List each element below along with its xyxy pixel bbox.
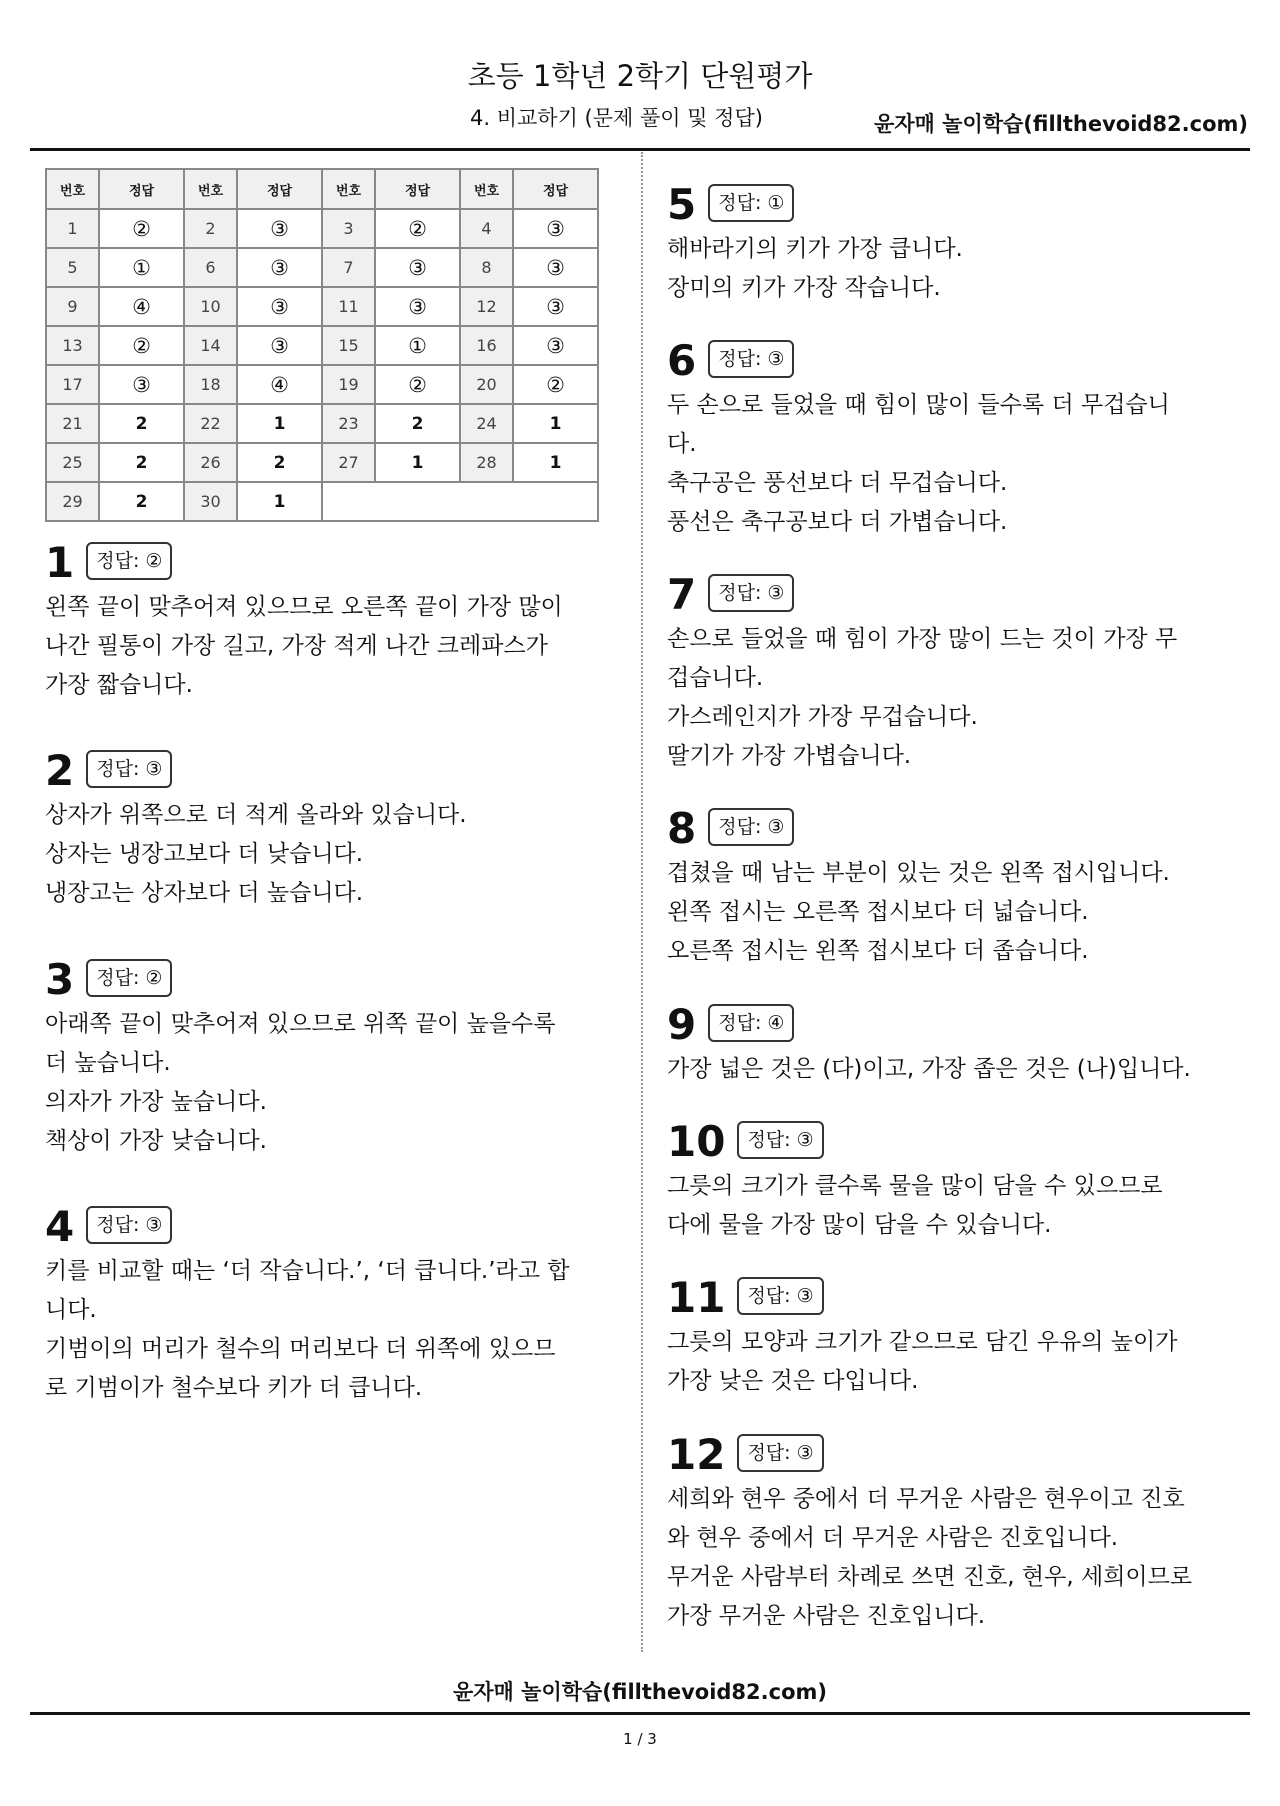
explanation-line: 손으로 들었을 때 힘이 가장 많이 드는 것이 가장 무 bbox=[667, 626, 1178, 652]
question-number-cell: 29 bbox=[46, 482, 99, 521]
explanation-line: 냉장고는 상자보다 더 높습니다. bbox=[45, 880, 364, 906]
explanation-line: 그릇의 모양과 크기가 같으므로 담긴 우유의 높이가 bbox=[667, 1329, 1178, 1355]
question-number-cell: 18 bbox=[184, 365, 237, 404]
empty-cell bbox=[322, 482, 598, 521]
question-number: 7 bbox=[667, 570, 697, 619]
page-title: 초등 1학년 2학기 단원평가 bbox=[467, 59, 813, 93]
page-number: 1 / 3 bbox=[623, 1730, 657, 1748]
header-cell: 정답 bbox=[513, 169, 598, 209]
table-row bbox=[46, 365, 598, 404]
header-cell: 정답 bbox=[375, 169, 460, 209]
answer-badge: 정답: ③ bbox=[737, 1121, 823, 1159]
question-number: 10 bbox=[667, 1117, 726, 1166]
question-header bbox=[667, 1428, 1192, 1479]
answer-cell: 2 bbox=[99, 482, 184, 521]
question-number-cell: 16 bbox=[460, 326, 513, 365]
explanation-line: 의자가 가장 높습니다. bbox=[45, 1089, 267, 1115]
answer-badge: 정답: ③ bbox=[708, 808, 794, 846]
answer-cell: ③ bbox=[513, 287, 598, 326]
question-number-cell: 12 bbox=[460, 287, 513, 326]
answer-cell: ③ bbox=[513, 326, 598, 365]
header-cell: 번호 bbox=[460, 169, 513, 209]
question-8 bbox=[667, 802, 1170, 971]
explanation-line: 가장 무거운 사람은 진호입니다. bbox=[667, 1603, 986, 1629]
answer-cell: ④ bbox=[99, 287, 184, 326]
explanation bbox=[667, 1480, 1192, 1636]
question-number-cell: 9 bbox=[46, 287, 99, 326]
question-number-cell: 8 bbox=[460, 248, 513, 287]
explanation-line: 니다. bbox=[45, 1297, 97, 1323]
explanation-line: 해바라기의 키가 가장 큽니다. bbox=[667, 236, 963, 262]
explanation-line: 겁습니다. bbox=[667, 665, 764, 691]
question-number-cell: 6 bbox=[184, 248, 237, 287]
question-4 bbox=[45, 1200, 570, 1408]
answer-cell: ② bbox=[375, 365, 460, 404]
explanation bbox=[667, 620, 1177, 776]
question-7 bbox=[667, 568, 1177, 776]
answer-cell: 1 bbox=[237, 404, 322, 443]
table-row bbox=[46, 326, 598, 365]
answer-cell: ② bbox=[375, 209, 460, 248]
explanation-line: 두 손으로 들었을 때 힘이 많이 들수록 더 무겁습니 bbox=[667, 392, 1170, 418]
question-header bbox=[45, 953, 555, 1004]
question-number-cell: 22 bbox=[184, 404, 237, 443]
explanation bbox=[45, 1252, 570, 1408]
answer-cell: ④ bbox=[237, 365, 322, 404]
answer-cell: ① bbox=[375, 326, 460, 365]
question-number-cell: 1 bbox=[46, 209, 99, 248]
answer-badge: 정답: ③ bbox=[86, 750, 172, 788]
answer-cell: ② bbox=[513, 365, 598, 404]
answer-cell: ② bbox=[99, 326, 184, 365]
brand-footer: 윤자매 놀이학습(fillthevoid82.com) bbox=[452, 1680, 827, 1704]
answer-cell: ③ bbox=[99, 365, 184, 404]
explanation-line: 다에 물을 가장 많이 담을 수 있습니다. bbox=[667, 1212, 1052, 1238]
explanation bbox=[667, 230, 963, 308]
question-3 bbox=[45, 953, 555, 1161]
table-row bbox=[46, 287, 598, 326]
answer-cell: ③ bbox=[237, 248, 322, 287]
explanation-line: 상자는 냉장고보다 더 낮습니다. bbox=[45, 841, 364, 867]
brand-header: 윤자매 놀이학습(fillthevoid82.com) bbox=[873, 112, 1248, 136]
question-number-cell: 30 bbox=[184, 482, 237, 521]
explanation-line: 겹쳤을 때 남는 부분이 있는 것은 왼쪽 접시입니다. bbox=[667, 860, 1170, 886]
explanation-line: 기범이의 머리가 철수의 머리보다 더 위쪽에 있으므 bbox=[45, 1336, 556, 1362]
question-number-cell: 26 bbox=[184, 443, 237, 482]
header-cell: 번호 bbox=[322, 169, 375, 209]
explanation-line: 풍선은 축구공보다 더 가볍습니다. bbox=[667, 509, 1008, 535]
question-header bbox=[667, 802, 1170, 853]
answer-cell: 1 bbox=[375, 443, 460, 482]
answer-badge: 정답: ④ bbox=[708, 1004, 794, 1042]
answer-cell: ② bbox=[99, 209, 184, 248]
explanation-line: 그릇의 크기가 클수록 물을 많이 담을 수 있으므로 bbox=[667, 1173, 1163, 1199]
explanation-line: 상자가 위쪽으로 더 적게 올라와 있습니다. bbox=[45, 802, 467, 828]
explanation-line: 키를 비교할 때는 ‘더 작습니다.’, ‘더 큽니다.’라고 합 bbox=[45, 1258, 570, 1284]
answer-cell: ③ bbox=[513, 248, 598, 287]
header-cell: 번호 bbox=[184, 169, 237, 209]
explanation bbox=[667, 1167, 1163, 1245]
explanation-line: 가장 넓은 것은 (다)이고, 가장 좁은 것은 (나)입니다. bbox=[667, 1056, 1191, 1082]
question-number-cell: 17 bbox=[46, 365, 99, 404]
question-number-cell: 21 bbox=[46, 404, 99, 443]
question-9 bbox=[667, 998, 1191, 1089]
explanation-line: 축구공은 풍선보다 더 무겁습니다. bbox=[667, 470, 1008, 496]
question-1 bbox=[45, 536, 563, 705]
question-header bbox=[667, 1115, 1163, 1166]
answer-badge: 정답: ③ bbox=[708, 340, 794, 378]
question-number: 12 bbox=[667, 1430, 726, 1479]
explanation-line: 가스레인지가 가장 무겁습니다. bbox=[667, 704, 978, 730]
answer-cell: ③ bbox=[237, 209, 322, 248]
question-number-cell: 2 bbox=[184, 209, 237, 248]
explanation bbox=[667, 1323, 1177, 1401]
answer-table-header bbox=[46, 169, 598, 209]
header-cell: 정답 bbox=[237, 169, 322, 209]
answer-badge: 정답: ③ bbox=[737, 1277, 823, 1315]
column-divider bbox=[641, 152, 643, 1652]
question-number-cell: 25 bbox=[46, 443, 99, 482]
question-number-cell: 20 bbox=[460, 365, 513, 404]
question-header bbox=[667, 334, 1170, 385]
question-6 bbox=[667, 334, 1170, 542]
explanation bbox=[667, 1050, 1191, 1089]
answer-cell: ③ bbox=[237, 287, 322, 326]
question-10 bbox=[667, 1115, 1163, 1245]
question-number-cell: 27 bbox=[322, 443, 375, 482]
question-header bbox=[667, 1271, 1177, 1322]
explanation bbox=[45, 588, 563, 705]
answer-cell: 2 bbox=[237, 443, 322, 482]
question-number-cell: 7 bbox=[322, 248, 375, 287]
explanation-line: 세희와 현우 중에서 더 무거운 사람은 현우이고 진호 bbox=[667, 1486, 1185, 1512]
question-number-cell: 23 bbox=[322, 404, 375, 443]
answer-cell: ③ bbox=[237, 326, 322, 365]
question-header bbox=[667, 178, 963, 229]
answer-cell: 1 bbox=[513, 443, 598, 482]
explanation-line: 책상이 가장 낮습니다. bbox=[45, 1128, 267, 1154]
answer-badge: 정답: ① bbox=[708, 184, 794, 222]
answer-badge: 정답: ② bbox=[86, 959, 172, 997]
table-row bbox=[46, 248, 598, 287]
explanation bbox=[45, 796, 467, 913]
question-number: 4 bbox=[45, 1202, 75, 1251]
answer-cell: 2 bbox=[99, 404, 184, 443]
explanation-line: 가장 낮은 것은 다입니다. bbox=[667, 1368, 919, 1394]
question-number-cell: 19 bbox=[322, 365, 375, 404]
question-header bbox=[45, 744, 467, 795]
table-row bbox=[46, 482, 598, 521]
question-number: 5 bbox=[667, 180, 697, 229]
explanation-line: 와 현우 중에서 더 무거운 사람은 진호입니다. bbox=[667, 1525, 1119, 1551]
answer-cell: ③ bbox=[375, 248, 460, 287]
explanation-line: 장미의 키가 가장 작습니다. bbox=[667, 275, 941, 301]
answer-cell: ③ bbox=[375, 287, 460, 326]
table-row bbox=[46, 443, 598, 482]
footer-rule bbox=[30, 1712, 1250, 1715]
question-number-cell: 15 bbox=[322, 326, 375, 365]
question-number: 11 bbox=[667, 1273, 726, 1322]
question-2 bbox=[45, 744, 467, 913]
explanation-line: 더 높습니다. bbox=[45, 1050, 171, 1076]
page-subtitle: 4. 비교하기 (문제 풀이 및 정답) bbox=[470, 106, 763, 130]
explanation-line: 아래쪽 끝이 맞추어져 있으므로 위쪽 끝이 높을수록 bbox=[45, 1011, 556, 1037]
explanation-line: 왼쪽 접시는 오른쪽 접시보다 더 넓습니다. bbox=[667, 899, 1089, 925]
answer-table bbox=[45, 168, 599, 522]
explanation bbox=[667, 854, 1170, 971]
question-header bbox=[45, 1200, 570, 1251]
question-number: 3 bbox=[45, 955, 75, 1004]
question-header bbox=[667, 568, 1177, 619]
question-number-cell: 28 bbox=[460, 443, 513, 482]
answer-cell: 1 bbox=[237, 482, 322, 521]
question-5 bbox=[667, 178, 963, 308]
question-number-cell: 14 bbox=[184, 326, 237, 365]
answer-badge: 정답: ② bbox=[86, 542, 172, 580]
answer-badge: 정답: ③ bbox=[708, 574, 794, 612]
explanation-line: 나간 필통이 가장 길고, 가장 적게 나간 크레파스가 bbox=[45, 633, 548, 659]
question-number-cell: 24 bbox=[460, 404, 513, 443]
question-number: 8 bbox=[667, 804, 697, 853]
table-row bbox=[46, 209, 598, 248]
explanation-line: 딸기가 가장 가볍습니다. bbox=[667, 743, 912, 769]
explanation-line: 오른쪽 접시는 왼쪽 접시보다 더 좁습니다. bbox=[667, 938, 1089, 964]
answer-cell: 1 bbox=[513, 404, 598, 443]
explanation bbox=[45, 1005, 555, 1161]
answer-badge: 정답: ③ bbox=[86, 1206, 172, 1244]
question-number: 1 bbox=[45, 538, 75, 587]
question-12 bbox=[667, 1428, 1192, 1636]
answer-cell: ① bbox=[99, 248, 184, 287]
explanation bbox=[667, 386, 1170, 542]
answer-badge: 정답: ③ bbox=[737, 1434, 823, 1472]
question-number-cell: 13 bbox=[46, 326, 99, 365]
explanation-line: 가장 짧습니다. bbox=[45, 672, 193, 698]
explanation-line: 로 기범이가 철수보다 키가 더 큽니다. bbox=[45, 1375, 423, 1401]
answer-cell: 2 bbox=[99, 443, 184, 482]
question-11 bbox=[667, 1271, 1177, 1401]
question-number-cell: 4 bbox=[460, 209, 513, 248]
question-number: 6 bbox=[667, 336, 697, 385]
table-row bbox=[46, 404, 598, 443]
explanation-line: 무거운 사람부터 차례로 쓰면 진호, 현우, 세희이므로 bbox=[667, 1564, 1193, 1590]
question-number-cell: 3 bbox=[322, 209, 375, 248]
question-number-cell: 5 bbox=[46, 248, 99, 287]
header-cell: 번호 bbox=[46, 169, 99, 209]
question-number-cell: 11 bbox=[322, 287, 375, 326]
explanation-line: 왼쪽 끝이 맞추어져 있으므로 오른쪽 끝이 가장 많이 bbox=[45, 594, 563, 620]
answer-cell: 2 bbox=[375, 404, 460, 443]
explanation-line: 다. bbox=[667, 431, 697, 457]
question-header bbox=[45, 536, 563, 587]
header-rule bbox=[30, 148, 1250, 151]
question-number: 2 bbox=[45, 746, 75, 795]
question-number-cell: 10 bbox=[184, 287, 237, 326]
answer-cell: ③ bbox=[513, 209, 598, 248]
question-number: 9 bbox=[667, 1000, 697, 1049]
header-cell: 정답 bbox=[99, 169, 184, 209]
question-header bbox=[667, 998, 1191, 1049]
